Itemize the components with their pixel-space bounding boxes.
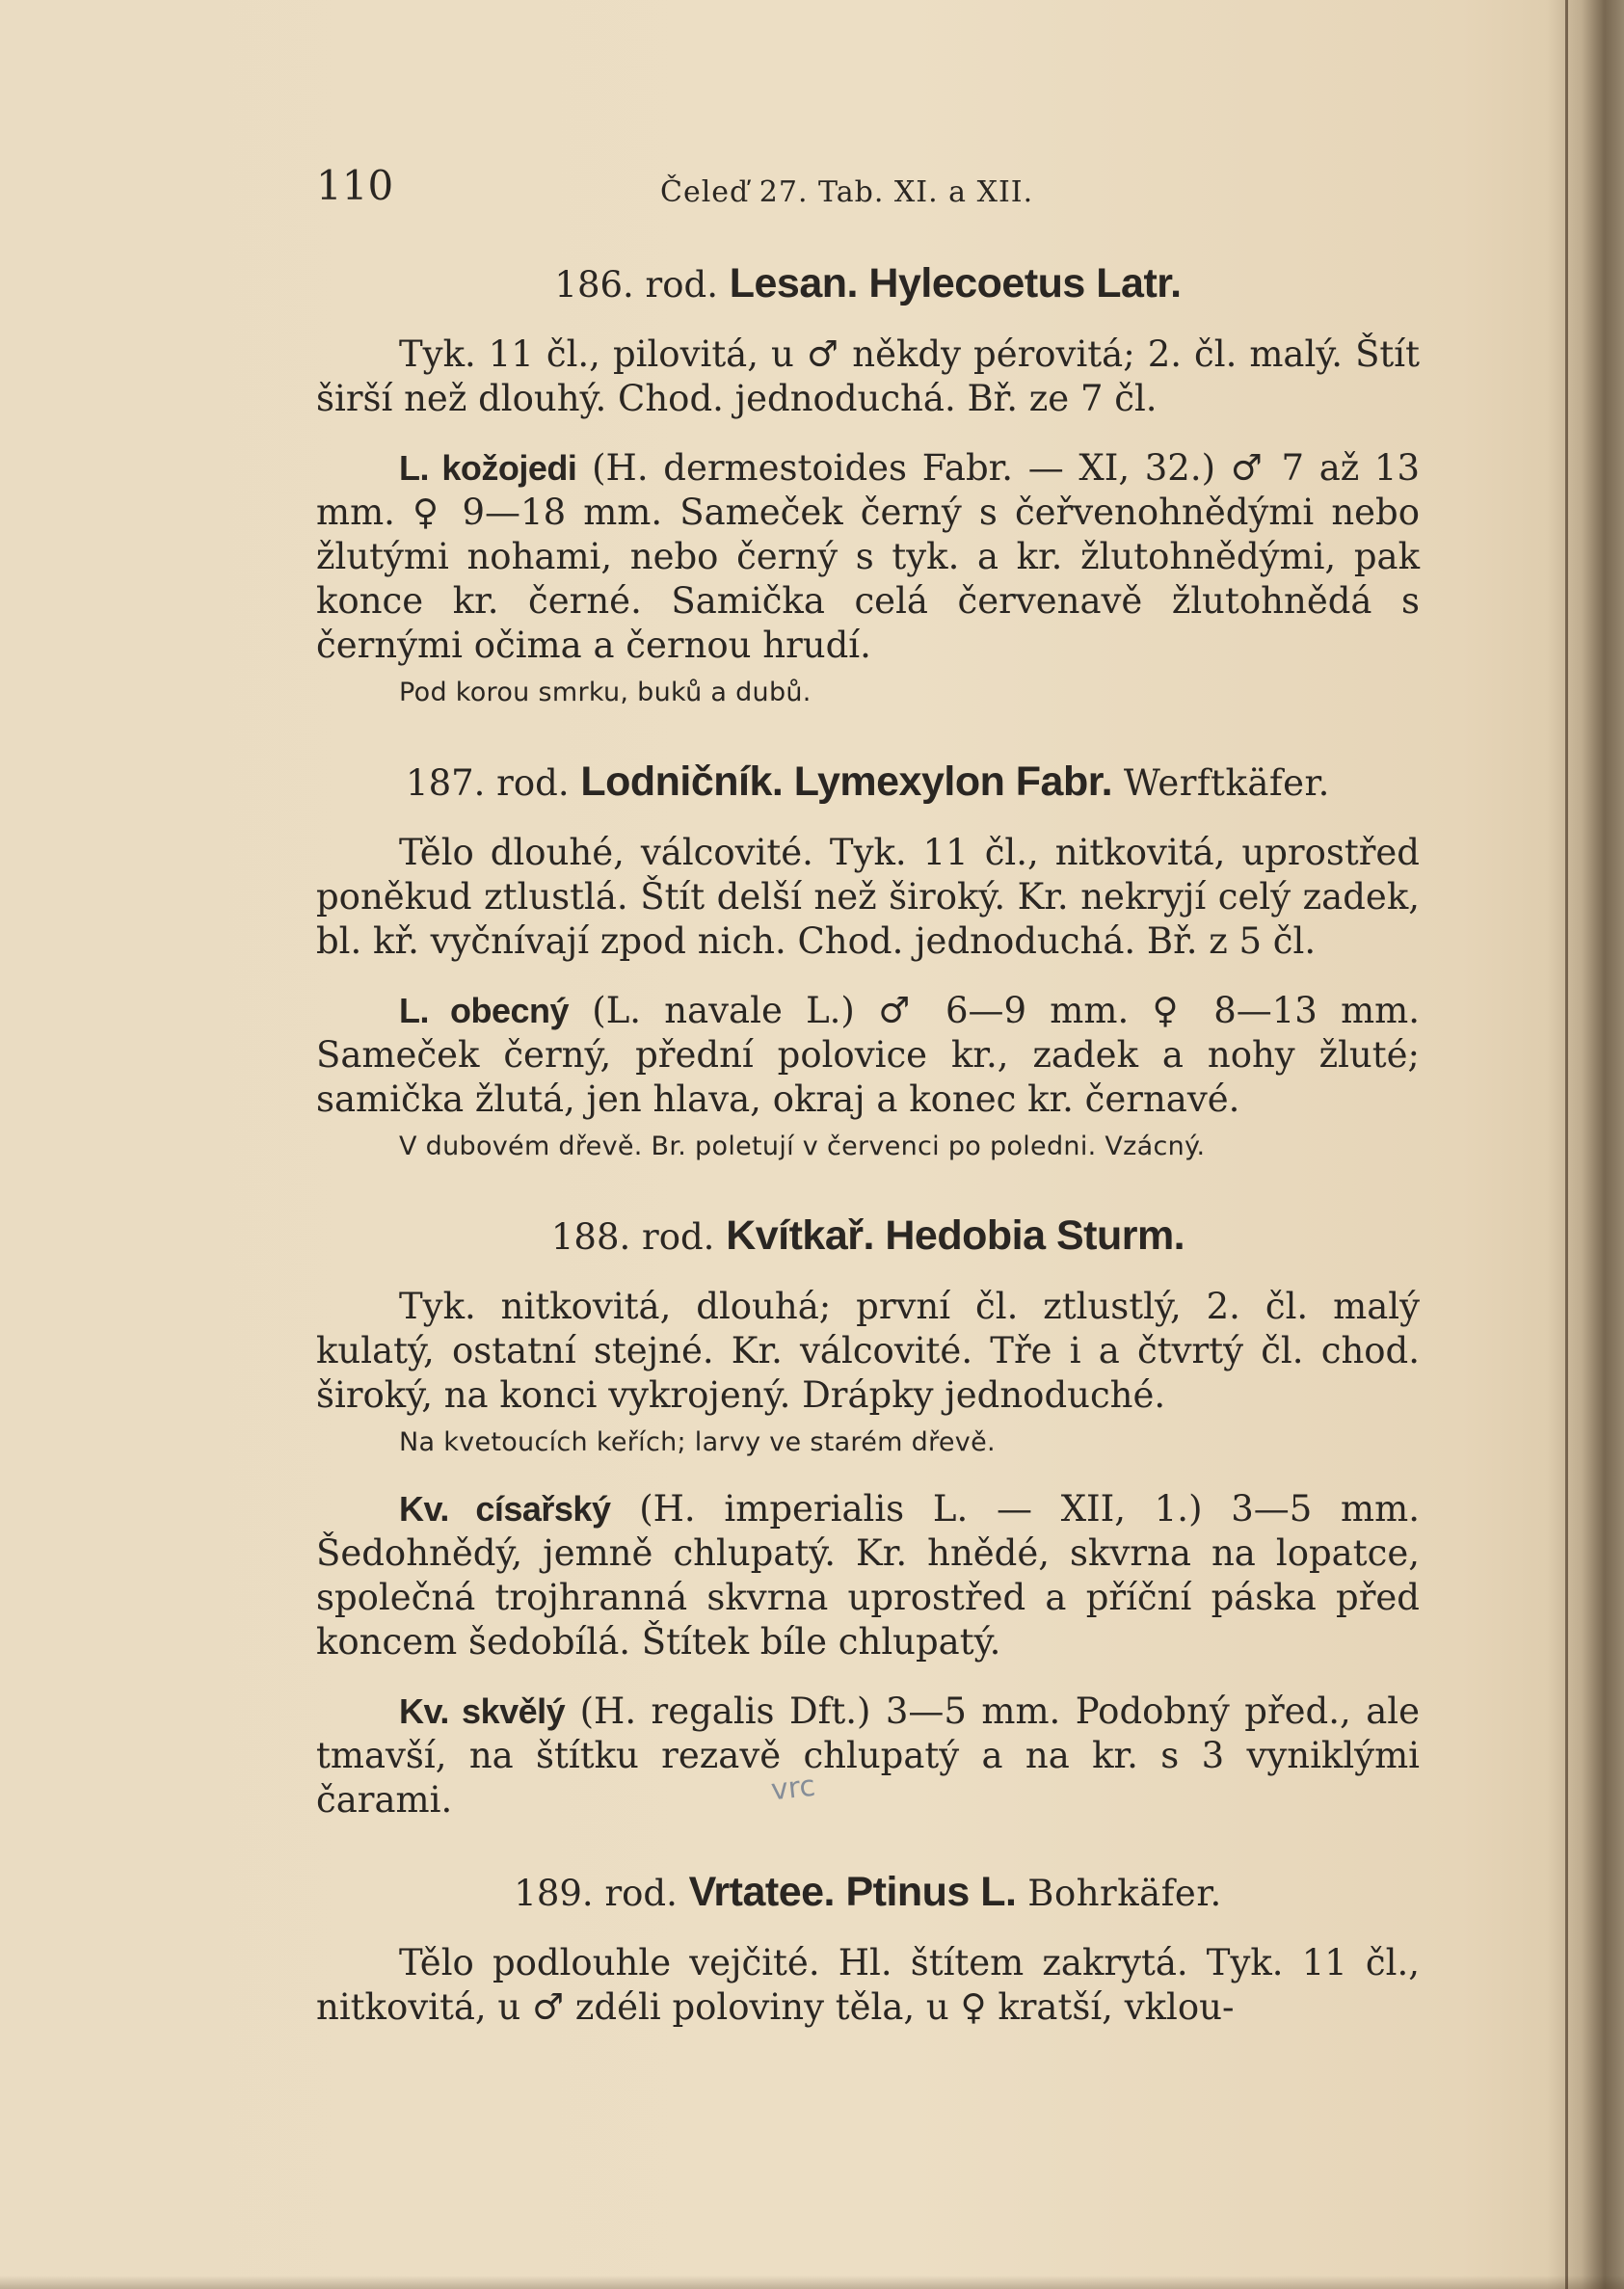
species-entry	[316, 1690, 1420, 1823]
genus-number: 186. rod.	[554, 264, 718, 306]
genus-heading	[316, 260, 1420, 307]
genus-name: Vrtatee. Ptinus L.	[688, 1869, 1017, 1915]
species-text: (H. regalis Dft.) 3—5 mm. Podobný před., ale tmavší, na štítku rezavě chlupatý a na kr. s 3 vyniklými čarami.	[316, 1690, 1420, 1821]
genus-number: 188. rod.	[550, 1216, 715, 1258]
species-text: (H. dermestoides Fabr. — XI, 32.) ♂ 7 až 13 mm. ♀ 9—18 mm. Sameček černý s čeřvenohnědými nebo žlutými nohami, nebo černý s tyk. a kr. žlutohnědými, pak konce kr. černé. Samička celá červenavě žlutohnědá s černými očima a černou hrudí.	[316, 447, 1421, 666]
species-entry	[316, 989, 1420, 1122]
species-name: Kv. císařský	[399, 1489, 611, 1529]
german-name: Werftkäfer.	[1123, 762, 1330, 804]
species-name: L. obecný	[399, 991, 570, 1030]
habitat-note: Na kvetoucích keřích; larvy ve starém dřevě.	[399, 1427, 996, 1457]
species-name: L. kožojedi	[399, 448, 577, 488]
page-header	[316, 162, 1420, 220]
genus-description: Tyk. nitkovitá, dlouhá; první čl. ztlustlý, 2. čl. malý kulatý, ostatní stejné. Kr. válcovité. Tře i a čtvrtý čl. chod. široký, na konci vykrojený. Drápky jednoduché.	[316, 1286, 1420, 1416]
genus-description: Tělo podlouhle vejčité. Hl. štítem zakrytá. Tyk. 11 čl., nitkovitá, u ♂ zdéli poloviny těla, u ♀ kratší, vklou-	[316, 1942, 1420, 2028]
page-edge-line	[1565, 0, 1568, 2289]
genus-name: Kvítkař. Hedobia Sturm.	[726, 1212, 1185, 1259]
habitat-note: V dubovém dřevě. Br. poletují v červenci po poledni. Vzácný.	[399, 1131, 1206, 1161]
species-name: Kv. skvělý	[399, 1691, 566, 1731]
page-number: 110	[316, 162, 394, 209]
habitat-note: Pod korou smrku, buků a dubů.	[399, 678, 812, 707]
genus-description: Tělo dlouhé, válcovité. Tyk. 11 čl., nitkovitá, uprostřed poněkud ztlustlá. Štít delší než široký. Kr. nekryjí celý zadek, bl. kř. vyčnívají zpod nich. Chod. jednoduchá. Bř. z 5 čl.	[316, 832, 1420, 962]
page-content	[316, 162, 1420, 2030]
page-spine-shadow	[1547, 0, 1624, 2289]
species-text: (H. imperialis L. — XII, 1.) 3—5 mm. Šedohnědý, jemně chlupatý. Kr. hnědé, skvrna na lopatce, společná trojhranná skvrna uprostřed a příční páska před koncem šedobílá. Štítek bíle chlupatý.	[316, 1488, 1420, 1663]
running-head: Čeleď 27. Tab. XI. a XII.	[660, 175, 1034, 209]
genus-description: Tyk. 11 čl., pilovitá, u ♂ někdy pérovitá; 2. čl. malý. Štít širší než dlouhý. Chod. jednoduchá. Bř. ze 7 čl.	[316, 333, 1420, 419]
genus-number: 187. rod.	[406, 762, 570, 804]
genus-heading	[316, 759, 1420, 806]
species-entry	[316, 446, 1420, 668]
german-name: Bohrkäfer.	[1027, 1873, 1222, 1914]
genus-heading	[316, 1869, 1420, 1916]
genus-name: Lodničník. Lymexylon Fabr.	[580, 759, 1113, 805]
species-text: (L. navale L.) ♂ 6—9 mm. ♀ 8—13 mm. Sameček černý, přední polovice kr., zadek a nohy žluté; samička žlutá, jen hlava, okraj a konec kr. černavé.	[316, 990, 1421, 1120]
handwritten-mark: vrc	[769, 1769, 817, 1808]
genus-number: 189. rod.	[514, 1873, 678, 1914]
species-entry	[316, 1487, 1420, 1664]
genus-heading	[316, 1212, 1420, 1260]
page-bottom-edge	[0, 2276, 1624, 2289]
genus-name: Lesan. Hylecoetus Latr.	[729, 260, 1182, 306]
